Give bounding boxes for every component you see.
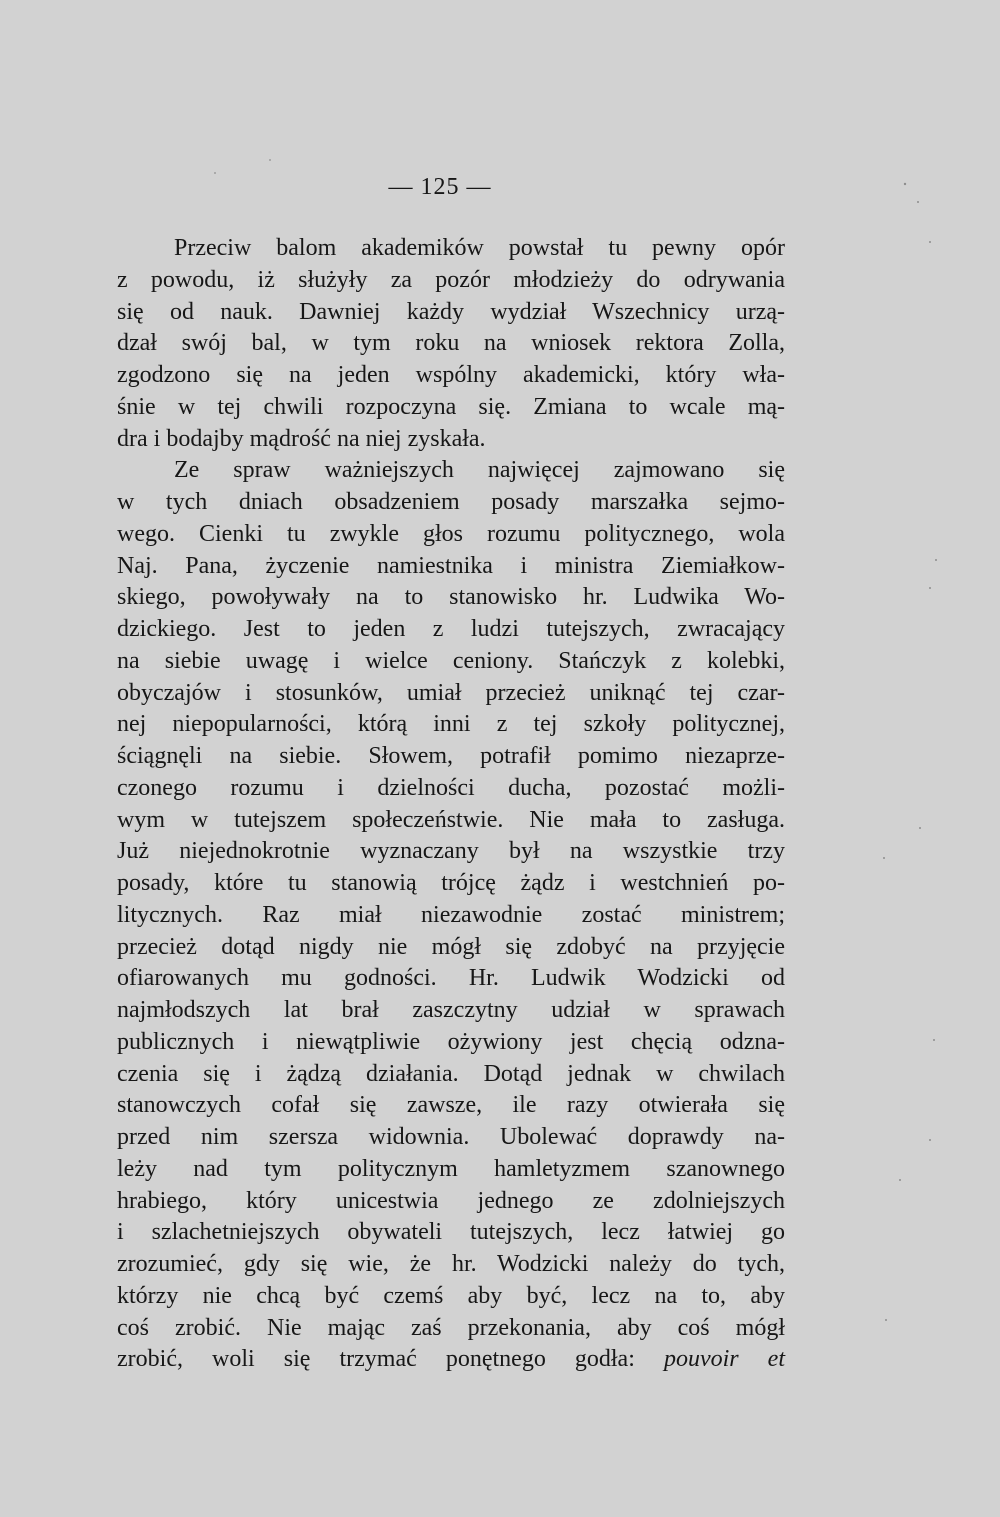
- paragraph-line: czonego rozumu i dzielności ducha, pozostać możli-: [117, 774, 785, 801]
- italic-phrase: pouvoir et: [663, 1346, 786, 1373]
- paragraph-line: się od nauk. Dawniej każdy wydział Wszechnicy urzą-: [117, 298, 785, 325]
- paragraph-line: skiego, powoływały na to stanowisko hr. Ludwika Wo-: [117, 584, 785, 611]
- paragraph-line: coś zrobić. Nie mając zaś przekonania, aby coś mógł: [117, 1314, 785, 1341]
- paragraph-line: Przeciw balom akademików powstał tu pewny opór: [174, 235, 785, 261]
- final-line-text: zrobić, woli się trzymać ponętnego godła:: [117, 1346, 635, 1373]
- paragraph-line: wym w tutejszem społeczeństwie. Nie mała to zasługa.: [117, 806, 785, 833]
- paragraph-line: śnie w tej chwili rozpoczyna się. Zmiana to wcale mą-: [117, 393, 785, 420]
- paragraph-line: hrabiego, który unicestwia jednego ze zdolniejszych: [117, 1187, 785, 1214]
- paragraph-line: w tych dniach obsadzeniem posady marszałka sejmo-: [117, 489, 785, 515]
- paragraph-line: przed nim szersza widownia. Ubolewać doprawdy na-: [117, 1124, 785, 1150]
- paragraph-line: ściągnęli na siebie. Słowem, potrafił pomimo niezaprze-: [117, 743, 785, 769]
- paragraph-line: z powodu, iż służyły za pozór młodzieży do odrywania: [117, 266, 785, 293]
- body-text: [117, 233, 785, 1376]
- paragraph-line: zgodzono się na jeden wspólny akademicki, który wła-: [117, 362, 785, 388]
- paragraph-line: najmłodszych lat brał zaszczytny udział w sprawach: [117, 997, 785, 1023]
- paragraph-line: dzickiego. Jest to jeden z ludzi tutejszych, zwracający: [117, 616, 785, 642]
- paragraph-line: i szlachetniejszych obywateli tutejszych, lecz łatwiej go: [117, 1219, 785, 1246]
- paragraph-line: dzał swój bal, w tym roku na wniosek rektora Zolla,: [117, 330, 785, 357]
- paragraph-line: na siebie uwagę i wielce ceniony. Stańczyk z kolebki,: [117, 647, 785, 674]
- paragraph-line: czenia się i żądzą działania. Dotąd jednak w chwilach: [117, 1060, 785, 1087]
- paragraph-line: litycznych. Raz miał niezawodnie zostać ministrem;: [117, 901, 785, 928]
- paragraph-line: zrozumieć, gdy się wie, że hr. Wodzicki należy do tych,: [117, 1251, 785, 1277]
- paragraph-line: nej niepopularności, którą inni z tej szkoły politycznej,: [117, 711, 785, 738]
- final-line: [117, 1344, 785, 1376]
- page-number: — 125 —: [388, 174, 492, 200]
- paragraph-line: obyczajów i stosunków, umiał przecież uniknąć tej czar-: [117, 679, 785, 706]
- paragraph-line: Naj. Pana, życzenie namiestnika i ministra Ziemiałkow-: [117, 552, 785, 579]
- paragraph-line: Już niejednokrotnie wyznaczany był na wszystkie trzy: [117, 838, 785, 865]
- paragraph-line: przecież dotąd nigdy nie mógł się zdobyć na przyjęcie: [117, 933, 785, 960]
- paragraph-line: posady, które tu stanowią trójcę żądz i westchnień po-: [117, 870, 785, 896]
- paragraph-line: dra i bodajby mądrość na niej zyskała.: [117, 425, 486, 452]
- paragraph-line: publicznych i niewątpliwie ożywiony jest chęcią odzna-: [117, 1028, 785, 1055]
- paragraph-line: stanowczych cofał się zawsze, ile razy otwierała się: [117, 1092, 785, 1119]
- paragraph-line: ofiarowanych mu godności. Hr. Ludwik Wodzicki od: [117, 965, 785, 992]
- paragraph-line: Ze spraw ważniejszych najwięcej zajmowano się: [174, 457, 785, 484]
- paragraph-line: którzy nie chcą być czemś aby być, lecz na to, aby: [117, 1282, 785, 1309]
- paragraph-line: wego. Cienki tu zwykle głos rozumu politycznego, wola: [117, 520, 785, 547]
- paragraph-line: leży nad tym politycznym hamletyzmem szanownego: [117, 1155, 785, 1182]
